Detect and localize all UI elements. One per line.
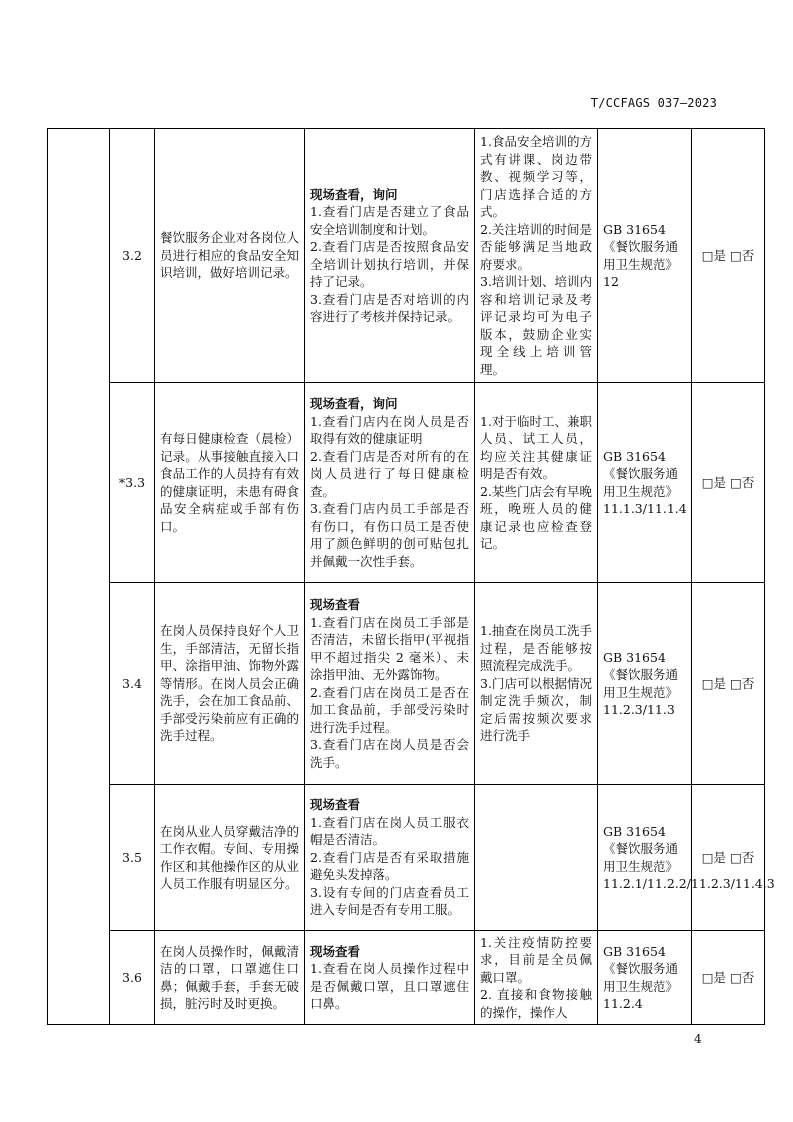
method-title: 现场查看 xyxy=(310,597,361,612)
item-number: 3.4 xyxy=(110,583,155,785)
result-checkbox: □是 □否 xyxy=(692,129,765,383)
note-line: 1.抽查在岗员工洗手过程，是否能够按照流程完成洗手。 xyxy=(480,623,592,674)
note-cell xyxy=(475,583,598,785)
method-step: 3.设有专间的门店查看员工进入专间是否有专用工服。 xyxy=(310,884,469,918)
standard-basis: GB 31654《餐饮服务通用卫生规范》11.2.1/11.2.2/11.2.3/11.4.3 xyxy=(598,785,692,931)
note-line: 2. 直接和食物接触的操作，操作人 xyxy=(480,987,592,1020)
method-title: 现场查看 xyxy=(310,943,361,959)
inspection-method-cell xyxy=(305,931,475,1025)
item-number: *3.3 xyxy=(110,383,155,583)
note-cell xyxy=(475,383,598,583)
result-checkbox: □是 □否 xyxy=(692,383,765,583)
page-number: 4 xyxy=(694,1032,702,1046)
standard-basis: GB 31654《餐饮服务通用卫生规范》11.1.3/11.1.4 xyxy=(598,383,692,583)
table-row xyxy=(48,383,765,583)
method-step: 2.查看门店在岗员工是否在加工食品前，手部受污染时进行洗手过程。 xyxy=(310,684,469,735)
requirement-text: 在岗人员操作时，佩戴清洁的口罩，口罩遮住口鼻；佩戴手套，手套无破损，脏污时及时更换。 xyxy=(155,931,305,1025)
category-cell xyxy=(48,129,110,1025)
standard-basis: GB 31654《餐饮服务通用卫生规范》11.2.3/11.3 xyxy=(598,583,692,785)
method-step: 1.查看在岗人员操作过程中是否佩戴口罩，且口罩遮住口鼻。 xyxy=(310,961,469,1011)
requirement-text: 有每日健康检查（晨检）记录。从事接触直接入口食品工作的人员持有有效的健康证明，未患有碍食品安全病症或手部有伤口。 xyxy=(155,383,305,583)
method-step: 1.查看门店在岗员工手部是否清洁，未留长指甲(平视指甲不超过指尖 2 毫米）、未涂指甲油、无外露饰物。 xyxy=(310,614,469,682)
inspection-method-cell xyxy=(305,583,475,785)
note-line: 3.培训计划、培训内容和培训记录及考评记录均可为电子版本，鼓励企业实现全线上培训管理。 xyxy=(480,274,592,377)
method-title: 现场查看，询问 xyxy=(310,186,398,202)
method-step: 2.查看门店是否对所有的在岗人员进行了每日健康检查。 xyxy=(310,448,469,499)
method-step: 3.查看门店内员工手部是否有伤口，有伤口员工是否使用了颜色鲜明的创可贴包扎并佩戴一次性手套。 xyxy=(310,501,469,569)
method-step: 3.查看门店在岗人员是否会洗手。 xyxy=(310,737,469,770)
method-step: 2.查看门店是否按照食品安全培训计划执行培训，并保持了记录。 xyxy=(310,239,469,289)
inspection-method-cell xyxy=(305,383,475,583)
inspection-method-cell xyxy=(305,129,475,383)
note-cell xyxy=(475,129,598,383)
item-number: 3.2 xyxy=(110,129,155,383)
table-row xyxy=(48,931,765,1025)
table-row xyxy=(48,583,765,785)
method-step: 1.查看门店内在岗人员是否取得有效的健康证明 xyxy=(310,413,469,446)
note-line: 1.对于临时工、兼职人员、试工人员，均应关注其健康证明是否有效。 xyxy=(480,413,592,481)
note-line: 1.关注疫情防控要求，目前是全员佩戴口罩。 xyxy=(480,934,592,985)
note-line: 1.食品安全培训的方式有讲课、岗边带教、视频学习等，门店选择合适的方式。 xyxy=(480,134,592,219)
standard-basis: GB 31654《餐饮服务通用卫生规范》12 xyxy=(598,129,692,383)
note-cell xyxy=(475,931,598,1025)
note-cell xyxy=(475,785,598,931)
item-number: 3.5 xyxy=(110,785,155,931)
method-step: 3.查看门店是否对培训的内容进行了考核并保持记录。 xyxy=(310,291,469,324)
table-row xyxy=(48,785,765,931)
result-checkbox: □是 □否 xyxy=(692,583,765,785)
inspection-method-cell xyxy=(305,785,475,931)
result-checkbox: □是 □否 xyxy=(692,931,765,1025)
requirement-text: 在岗人员保持良好个人卫生，手部清洁，无留长指甲、涂指甲油、饰物外露等情形。在岗人员会正确洗手，会在加工食品前、手部受污染前应有正确的洗手过程。 xyxy=(155,583,305,785)
standard-basis: GB 31654《餐饮服务通用卫生规范》11.2.4 xyxy=(598,931,692,1025)
method-step: 1.查看门店在岗人员工服衣帽是否清洁。 xyxy=(310,814,469,848)
method-title: 现场查看 xyxy=(310,797,361,813)
method-step: 1.查看门店是否建立了食品安全培训制度和计划。 xyxy=(310,204,469,237)
method-title: 现场查看，询问 xyxy=(310,396,398,411)
note-line: 3.门店可以根据情况制定洗手频次，制定后需按频次要求进行洗手 xyxy=(480,675,592,744)
document-id-header: T/CCFAGS 037—2023 xyxy=(590,96,717,110)
table-row xyxy=(48,129,765,383)
inspection-table xyxy=(47,128,775,1025)
requirement-text: 餐饮服务企业对各岗位人员进行相应的食品安全知识培训，做好培训记录。 xyxy=(155,129,305,383)
item-number: 3.6 xyxy=(110,931,155,1025)
requirement-text: 在岗从业人员穿戴洁净的工作衣帽。专间、专用操作区和其他操作区的从业人员工作服有明显区分。 xyxy=(155,785,305,931)
method-step: 2.查看门店是否有采取措施避免头发掉落。 xyxy=(310,849,469,883)
note-line: 2.某些门店会有早晚班，晚班人员的健康记录也应检查登记。 xyxy=(480,483,592,551)
result-checkbox: □是 □否 xyxy=(692,785,765,931)
note-line: 2.关注培训的时间是否能够满足当地政府要求。 xyxy=(480,221,592,272)
